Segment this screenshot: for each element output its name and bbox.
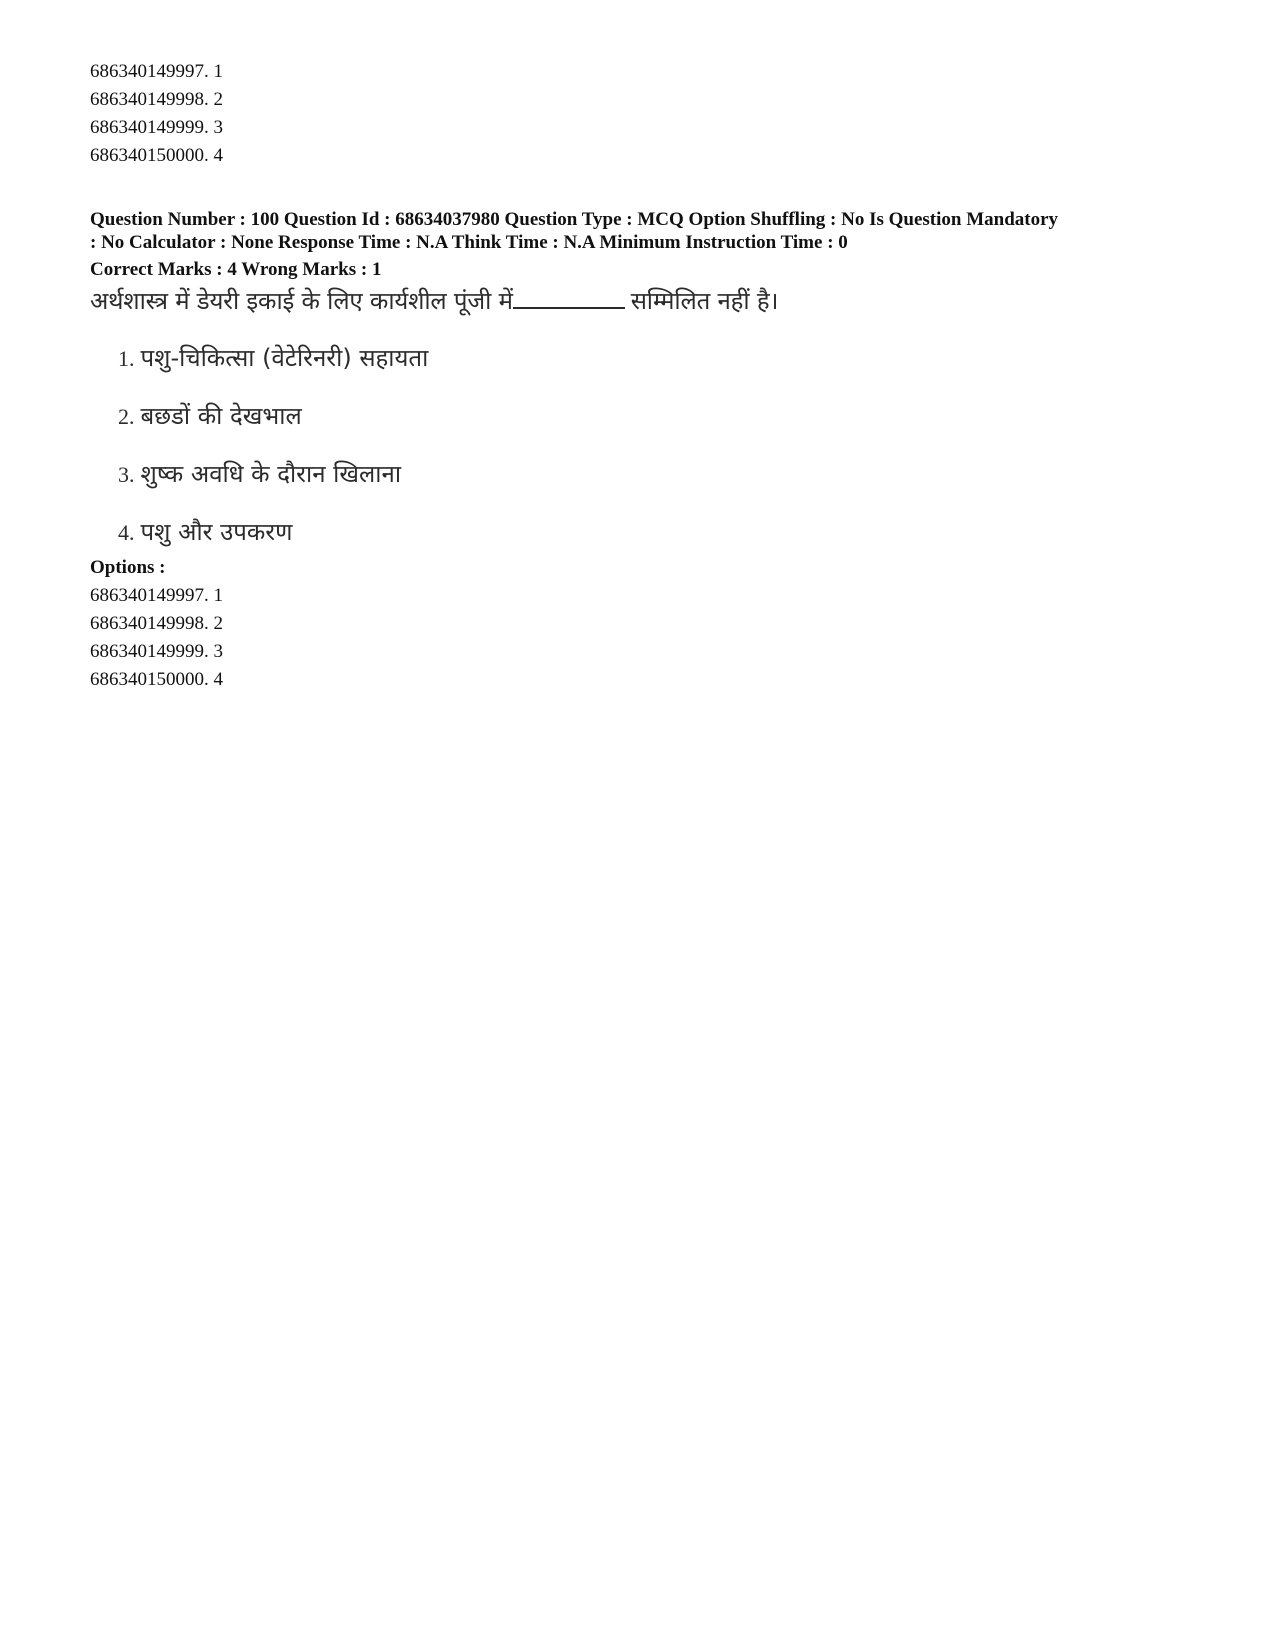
- option-id-line: 686340149997. 1: [90, 585, 223, 606]
- question-choice: [118, 399, 1190, 434]
- choice-number: 2.: [118, 404, 135, 429]
- question-stem-before: अर्थशास्त्र में डेयरी इकाई के लिए कार्यशील पूंजी में: [90, 287, 513, 315]
- question-meta-line-2: : No Calculator : None Response Time : N.A Think Time : N.A Minimum Instruction Time : 0: [90, 232, 848, 253]
- option-id-line: 686340149997. 1: [90, 61, 223, 82]
- option-id-line: 686340149998. 2: [90, 89, 223, 110]
- option-id-line: 686340149999. 3: [90, 641, 223, 662]
- choice-number: 1.: [118, 346, 135, 371]
- options-list: [90, 582, 1190, 694]
- choice-text: बछडों की देखभाल: [140, 402, 302, 430]
- option-id-line: 686340150000. 4: [90, 669, 223, 690]
- question-stem-after: सम्मिलित नहीं है।: [630, 287, 779, 315]
- options-heading: Options :: [90, 557, 166, 578]
- question-meta: [90, 208, 1150, 254]
- question-choice: [118, 457, 1190, 492]
- choice-number: 4.: [118, 520, 135, 545]
- fill-in-blank: [513, 285, 625, 309]
- question-choice: [118, 341, 1190, 376]
- document-page: [90, 58, 1190, 694]
- option-id-line: 686340150000. 4: [90, 145, 223, 166]
- option-id-line: 686340149998. 2: [90, 613, 223, 634]
- question-choice: [118, 515, 1190, 550]
- previous-options-list: [90, 58, 1190, 170]
- choice-text: शुष्क अवधि के दौरान खिलाना: [140, 460, 402, 488]
- question-marks: Correct Marks : 4 Wrong Marks : 1: [90, 259, 382, 280]
- question-meta-line-1: Question Number : 100 Question Id : 68634037980 Question Type : MCQ Option Shuffling : No Is Question Mandatory: [90, 209, 1059, 230]
- choice-text: पशु और उपकरण: [140, 518, 293, 546]
- question-image: [90, 284, 1190, 554]
- option-id-line: 686340149999. 3: [90, 117, 223, 138]
- choice-text: पशु-चिकित्सा (वेटेरिनरी) सहायता: [140, 344, 429, 372]
- question-stem: [90, 284, 1190, 318]
- choice-number: 3.: [118, 462, 135, 487]
